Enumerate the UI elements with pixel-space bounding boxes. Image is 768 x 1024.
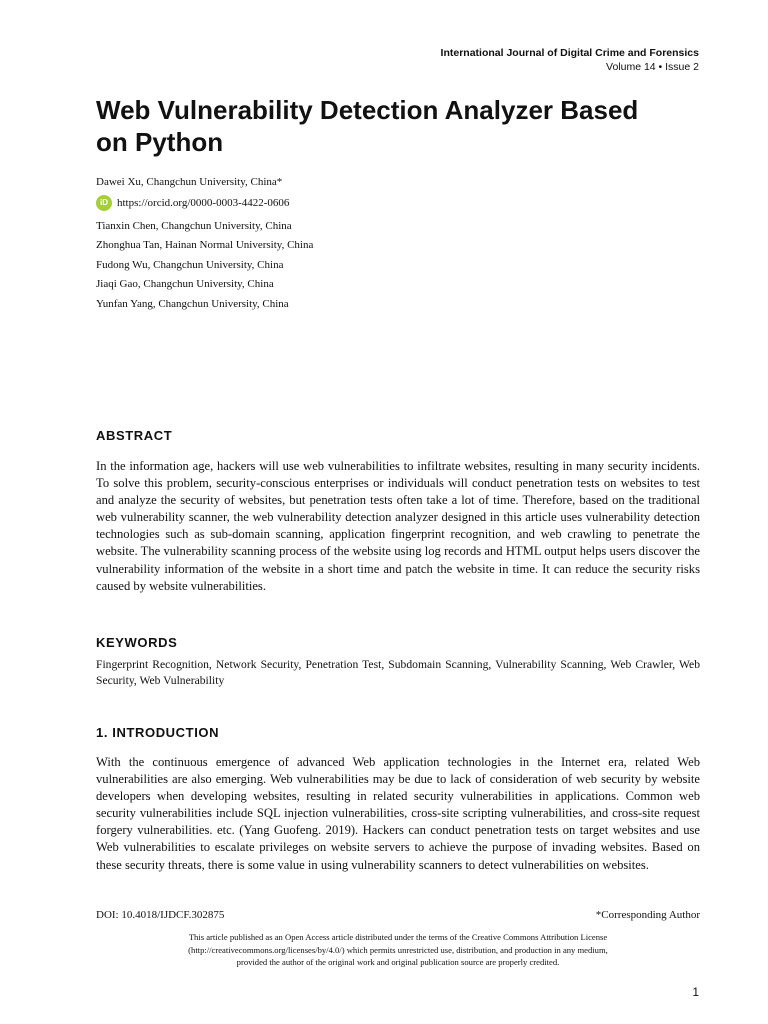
abstract-text: In the information age, hackers will use web vulnerabilities to infiltrate websites, resulting in many security incidents. To solve this problem, security-conscious enterprises or individuals will conduct penetration tests on websites to test and analyze the security of websites, but penetration tests often take a lot of time. Therefore, based on the traditional web vulnerability scanner, the web vulnerability detection analyzer designed in this article uses vulnerability detection technologies such as sub-domain scanning, application fingerprint recognition, and web crawling to penetrate the website. The vulnerability scanning process of the website using log records and HTML output helps users discover the vulnerability information of the website in a short time and patch the website in time. It can reduce the security risks caused by website vulnerabilities. <box>96 459 700 593</box>
journal-name: International Journal of Digital Crime and Forensics <box>440 47 699 59</box>
paper-title: Web Vulnerability Detection Analyzer Based on Python <box>96 95 639 157</box>
license-notice <box>96 931 700 969</box>
keywords-text: Fingerprint Recognition, Network Security, Penetration Test, Subdomain Scanning, Vulnerability Scanning, Web Crawler, Web Security, Web Vulnerability <box>96 658 700 687</box>
introduction-heading: 1. INTRODUCTION <box>96 725 220 740</box>
author-line: Dawei Xu, Changchun University, China* <box>96 176 283 188</box>
license-line: (http://creativecommons.org/licenses/by/4.0/) which permits unrestricted use, distribution, and production in any medium, <box>188 944 608 955</box>
author-line: Tianxin Chen, Changchun University, China <box>96 219 292 232</box>
doi: DOI: 10.4018/IJDCF.302875 <box>96 909 225 921</box>
page-number: 1 <box>692 985 699 999</box>
volume-issue: Volume 14 • Issue 2 <box>606 61 699 73</box>
author-line: Yunfan Yang, Changchun University, China <box>96 297 289 310</box>
corresponding-author-note: *Corresponding Author <box>595 909 700 921</box>
author-line: Jiaqi Gao, Changchun University, China <box>96 278 274 290</box>
author-line: Zhonghua Tan, Hainan Normal University, China <box>96 239 314 251</box>
orcid-row <box>96 193 313 213</box>
introduction-text: With the continuous emergence of advanced Web application technologies in the Internet era, related Web vulnerabilities are also emerging. Web vulnerabilities may be due to lack of consideration of web security by website developers when developing websites, resulting in related security vulnerabilities in applications. Common web security vulnerabilities include SQL injection vulnerabilities, cross-site scripting vulnerabilities, and cross-site request forgery vulnerabilities. etc. (Yang Guofeng. 2019). Hackers can conduct penetration tests on target websites and use Web vulnerabilities to escalate privileges on website servers to achieve the purpose of invading websites. Based on these security threats, there is some value in using vulnerability scanners to detect vulnerabilities on websites. <box>96 755 700 872</box>
abstract-heading: ABSTRACT <box>96 428 173 443</box>
orcid-link[interactable]: https://orcid.org/0000-0003-4422-0606 <box>117 196 290 209</box>
author-list <box>96 173 313 314</box>
orcid-icon: iD <box>96 195 112 211</box>
license-line: provided the author of the original work and original publication source are properly credited. <box>236 957 560 967</box>
keywords-heading: KEYWORDS <box>96 635 178 650</box>
journal-header <box>441 46 699 74</box>
author-line: Fudong Wu, Changchun University, China <box>96 258 284 271</box>
license-line: This article published as an Open Access article distributed under the terms of the Creative Commons Attribution License <box>188 932 608 942</box>
